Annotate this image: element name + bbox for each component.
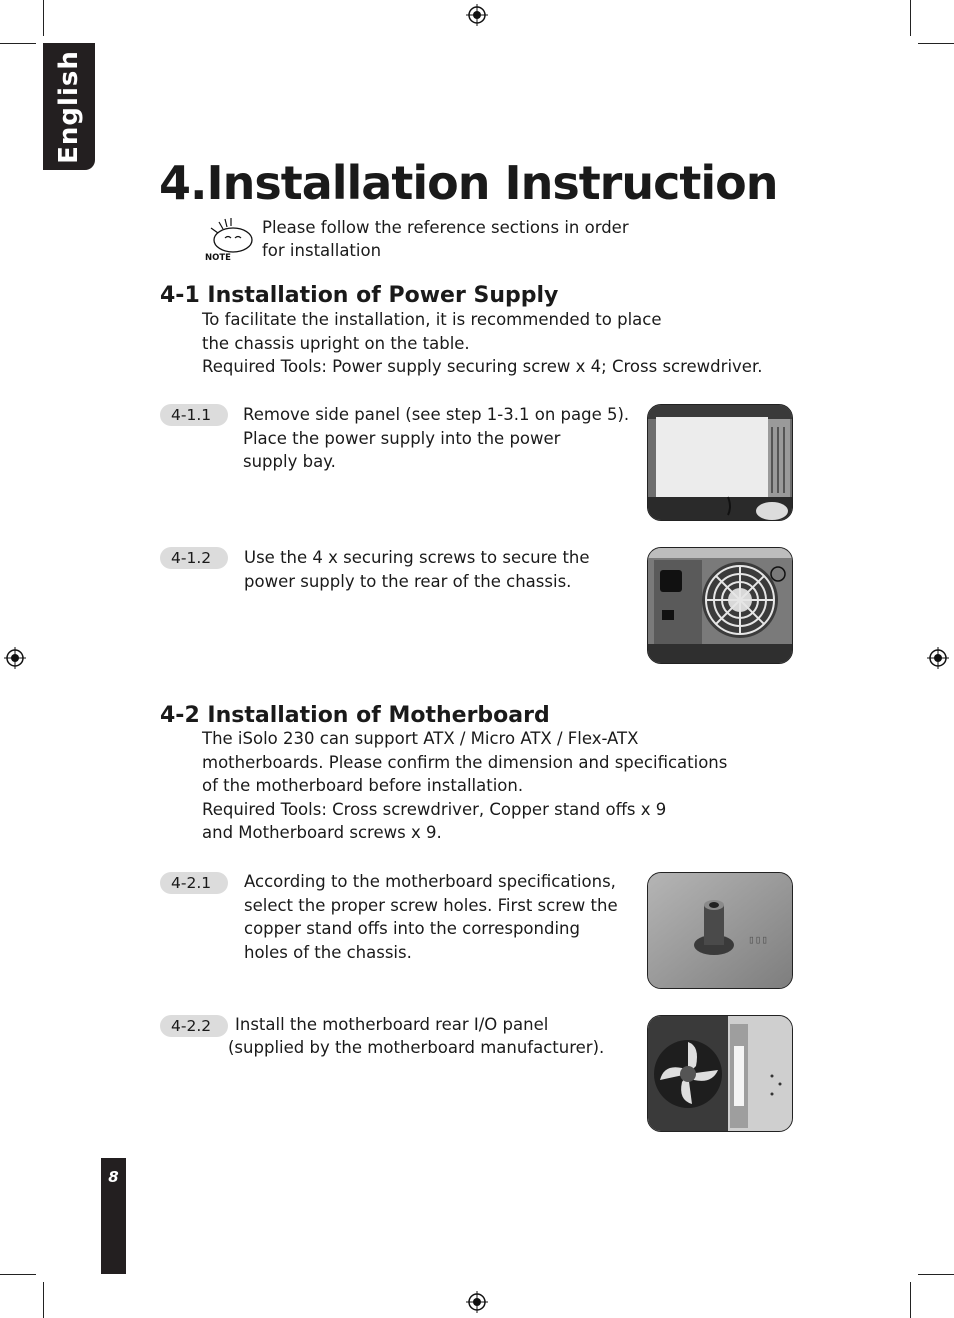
crop-mark xyxy=(0,43,36,44)
registration-mark-icon xyxy=(927,647,949,669)
step-photo-psu-bay xyxy=(647,404,793,521)
section-heading-power-supply: 4-1 Installation of Power Supply xyxy=(160,283,559,308)
step-photo-standoff xyxy=(647,872,793,989)
section-heading-motherboard: 4-2 Installation of Motherboard xyxy=(160,703,550,728)
crop-mark xyxy=(918,43,954,44)
section-intro-motherboard: The iSolo 230 can support ATX / Micro ATX / Flex-ATX motherboards. Please confirm the dimension and specifications of the motherboard before installation. Required Tools: Cross screwdriver, Copper stand offs x 9 and Motherboard screws x 9. xyxy=(202,729,728,842)
step-photo-io-panel xyxy=(647,1015,793,1132)
language-tab xyxy=(43,43,95,170)
step-text: (supplied by the motherboard manufacturer). xyxy=(228,1038,605,1057)
step-text: Install the motherboard rear I/O panel xyxy=(235,1015,549,1034)
registration-mark-icon xyxy=(4,647,26,669)
crop-mark xyxy=(0,1274,36,1275)
note-text: Please follow the reference sections in order for installation xyxy=(262,218,629,260)
page-number-tab xyxy=(101,1158,126,1274)
step-badge: 4-2.1 xyxy=(160,872,228,894)
step-badge: 4-2.2 xyxy=(160,1015,228,1037)
crop-mark xyxy=(910,1282,911,1318)
step-text: According to the motherboard specifications, select the proper screw holes. First screw the copper stand offs into the corresponding holes of the chassis. xyxy=(244,872,618,962)
language-label: English xyxy=(54,49,85,164)
step-badge: 4-1.2 xyxy=(160,547,228,569)
crop-mark xyxy=(43,0,44,36)
note-icon-label: NOTE xyxy=(205,253,231,262)
page-title: 4.Installation Instruction xyxy=(159,156,778,210)
svg-text:▯▯▯: ▯▯▯ xyxy=(748,933,768,946)
registration-mark-icon xyxy=(466,1291,488,1313)
crop-mark xyxy=(910,0,911,36)
step-text: Use the 4 x securing screws to secure the power supply to the rear of the chassis. xyxy=(244,548,590,591)
registration-mark-icon xyxy=(466,4,488,26)
step-photo-psu-rear xyxy=(647,547,793,664)
crop-mark xyxy=(918,1274,954,1275)
page-number: 8 xyxy=(108,1168,119,1186)
step-badge: 4-1.1 xyxy=(160,404,228,426)
section-intro-power-supply: To facilitate the installation, it is recommended to place the chassis upright on the table. Required Tools: Power supply securing screw x 4; Cross screwdriver. xyxy=(202,310,763,376)
step-text: Remove side panel (see step 1-3.1 on page 5). Place the power supply into the power supply bay. xyxy=(243,405,630,471)
crop-mark xyxy=(43,1282,44,1318)
